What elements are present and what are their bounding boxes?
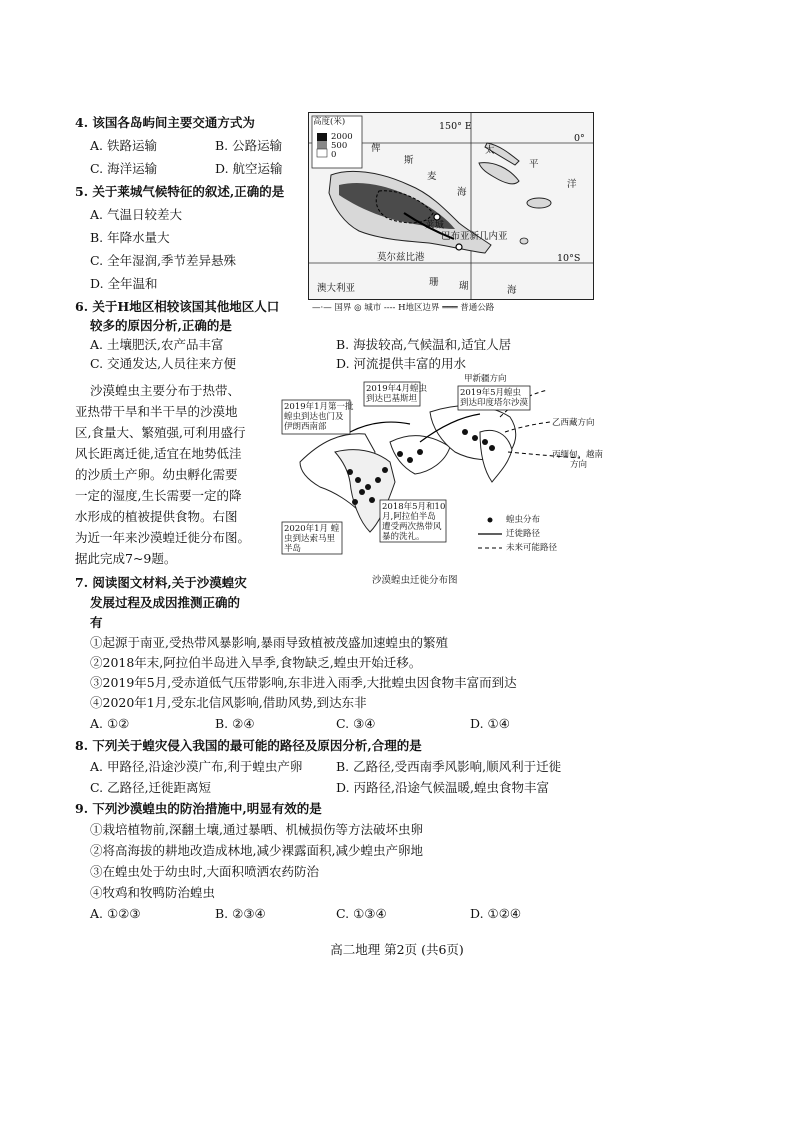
migration-path-1	[350, 422, 410, 432]
q7-statement-2: ②2018年末,阿拉伯半岛进入旱季,食物缺乏,蝗虫开始迁移。	[90, 655, 422, 670]
q9-option-a[interactable]: A. ①②③	[90, 906, 141, 921]
locust-map-caption: 沙漠蝗虫迁徙分布图	[372, 575, 458, 586]
q4-option-b[interactable]: B. 公路运输	[215, 138, 283, 153]
callout-4-line-2: 月,阿拉伯半岛	[382, 512, 436, 522]
q4-stem: 4. 该国各岛屿间主要交通方式为	[75, 115, 255, 130]
q5-stem: 5. 关于莱城气候特征的叙述,正确的是	[75, 184, 285, 199]
callout-5-line-3: 半岛	[284, 544, 302, 554]
small-island	[520, 238, 528, 244]
callout-2-line-1: 2019年4月蝗虫	[366, 384, 428, 394]
map1-legend-500: 500	[331, 141, 348, 151]
map1-legend-title: 高度(米)	[313, 117, 346, 127]
q5-option-c[interactable]: C. 全年湿润,季节差异悬殊	[90, 253, 237, 268]
q5-option-a[interactable]: A. 气温日较差大	[90, 207, 182, 222]
map1-lat-10s: 10°S	[557, 253, 581, 264]
locust-map	[280, 372, 610, 572]
map1-coral-sea-1: 珊	[429, 277, 439, 288]
q5-option-b[interactable]: B. 年降水量大	[90, 230, 170, 245]
q4-option-a[interactable]: A. 铁路运输	[90, 138, 157, 153]
q7-option-b[interactable]: B. ②④	[215, 716, 255, 731]
q6-option-d[interactable]: D. 河流提供丰富的用水	[336, 356, 467, 371]
callout-4-line-1: 2018年5月和10	[382, 502, 446, 512]
q4-option-c[interactable]: C. 海洋运输	[90, 161, 158, 176]
map1-ocean-3: 洋	[567, 179, 577, 190]
route-bing-label-1: 丙缅甸、越南	[552, 450, 604, 460]
q7-statement-1: ①起源于南亚,受热带风暴影响,暴雨导致植被茂盛加速蝗虫的繁殖	[90, 635, 448, 650]
q8-stem: 8. 下列关于蝗灾侵入我国的最可能的路径及原因分析,合理的是	[75, 738, 422, 753]
q9-statement-3: ③在蝗虫处于幼虫时,大面积喷洒农药防治	[90, 864, 319, 879]
map1-legend-0: 0	[331, 150, 337, 160]
legend-future-label: 未来可能路径	[506, 543, 558, 553]
route-bing-label-2: 方向	[570, 460, 588, 470]
q8-option-c[interactable]: C. 乙路径,迁徙距离短	[90, 780, 212, 795]
q6-option-a[interactable]: A. 土壤肥沃,农产品丰富	[90, 337, 224, 352]
page-footer: 高二地理 第2页 (共6页)	[330, 942, 464, 957]
intro-line-1: 沙漠蝗虫主要分布于热带、	[90, 383, 241, 398]
q7-statement-4: ④2020年1月,受东北信风影响,借助风势,到达东非	[90, 695, 367, 710]
map1-ocean-2: 平	[529, 159, 539, 170]
q4-option-d[interactable]: D. 航空运输	[215, 161, 283, 176]
map1-lae-label: 莱城	[425, 220, 445, 231]
callout-3-line-2: 到达印度塔尔沙漠	[460, 398, 529, 408]
callout-2-line-2: 到达巴基斯坦	[366, 394, 418, 404]
legend-dot-symbol	[488, 518, 493, 523]
q5-option-d[interactable]: D. 全年温和	[90, 276, 158, 291]
intro-line-2: 亚热带干旱和半干旱的沙漠地	[75, 404, 238, 419]
q8-option-b[interactable]: B. 乙路径,受西南季风影响,顺风利于迁徙	[336, 759, 562, 774]
map1-sea-3: 麦	[427, 171, 437, 182]
intro-line-6: 一定的湿度,生长需要一定的降	[75, 488, 242, 503]
q8-option-d[interactable]: D. 丙路径,沿途气候温暖,蝗虫食物丰富	[336, 780, 549, 795]
callout-1-line-1: 2019年1月第一批	[284, 402, 354, 412]
q8-option-a[interactable]: A. 甲路径,沿途沙漠广布,利于蝗虫产卵	[90, 759, 303, 774]
callout-4-line-4: 暴的洗礼。	[382, 532, 425, 542]
q9-option-d[interactable]: D. ①②④	[470, 906, 522, 921]
callout-3-line-1: 2019年5月蝗虫	[460, 388, 522, 398]
intro-line-8: 为近一年来沙漠蝗迁徙分布图。	[75, 530, 251, 545]
callout-5-line-1: 2020年1月 蝗	[284, 524, 340, 534]
intro-line-9: 据此完成7~9题。	[75, 551, 177, 566]
q7-option-c[interactable]: C. ③④	[336, 716, 376, 731]
map1-port-moresby-label: 莫尔兹比港	[377, 252, 425, 263]
q9-option-b[interactable]: B. ②③④	[215, 906, 266, 921]
q6-option-c[interactable]: C. 交通发达,人员往来方便	[90, 356, 237, 371]
map1-country-label: 巴布亚新几内亚	[441, 231, 508, 242]
q9-statement-1: ①栽培植物前,深翻土壤,通过暴晒、机械损伤等方法破坏虫卵	[90, 822, 423, 837]
map1-bottom-legend: —·— 国界 ◎ 城市 ---- H地区边界 ═══ 普通公路	[312, 303, 495, 313]
q7-stem-line1: 7. 阅读图文材料,关于沙漠蝗灾	[75, 575, 247, 590]
map1-lat-0: 0°	[574, 133, 585, 144]
q6-stem-line2: 较多的原因分析,正确的是	[90, 318, 232, 333]
q7-statement-3: ③2019年5月,受赤道低气压带影响,东非进入雨季,大批蝗虫因食物丰富而到达	[90, 675, 517, 690]
q6-stem-line1: 6. 关于H地区相较该国其他地区人口	[75, 299, 280, 314]
q9-statement-2: ②将高海拔的耕地改造成林地,减少裸露面积,减少蝗虫产卵地	[90, 843, 423, 858]
bougainville-island	[527, 198, 551, 208]
q7-option-d[interactable]: D. ①④	[470, 716, 510, 731]
intro-line-3: 区,食量大、繁殖强,可利用盛行	[75, 425, 246, 440]
map1-coral-sea-2: 瑚	[459, 281, 469, 292]
map1-sea-1: 俾	[371, 143, 381, 154]
callout-4-line-3: 遭受两次热带风	[382, 522, 442, 532]
map1-sea-4: 海	[457, 187, 467, 198]
map1-legend-2000: 2000	[331, 132, 353, 142]
map1-ocean-1: 太	[485, 145, 495, 156]
map1-sea-2: 斯	[404, 155, 414, 166]
route-yi-label: 乙西藏方向	[552, 418, 595, 428]
callout-1-line-2: 蝗虫到达也门及	[284, 412, 344, 422]
map1-australia-label: 澳大利亚	[317, 283, 356, 294]
route-jia-label: 甲新疆方向	[464, 374, 507, 384]
map1-coral-sea-3: 海	[507, 285, 517, 296]
q7-option-a[interactable]: A. ①②	[90, 716, 130, 731]
intro-line-7: 水形成的植被提供食物。右图	[75, 509, 238, 524]
q9-stem: 9. 下列沙漠蝗虫的防治措施中,明显有效的是	[75, 801, 322, 816]
q9-statement-4: ④牧鸡和牧鸭防治蝗虫	[90, 885, 216, 900]
callout-5-line-2: 虫到达索马里	[284, 534, 336, 544]
q9-option-c[interactable]: C. ①③④	[336, 906, 387, 921]
q6-option-b[interactable]: B. 海拔较高,气候温和,适宜人居	[336, 337, 512, 352]
legend-path-label: 迁徙路径	[506, 529, 541, 539]
legend-distribution-label: 蝗虫分布	[506, 515, 541, 525]
intro-line-4: 风长距离迁徙,适宜在地势低洼	[75, 446, 242, 461]
map1-lon-150e: 150° E	[439, 121, 472, 132]
q7-stem-line2: 发展过程及成因推测正确的	[90, 595, 241, 610]
png-map	[308, 112, 594, 300]
q7-stem-line3: 有	[90, 615, 103, 630]
callout-1-line-3: 伊朗西南部	[284, 422, 327, 432]
intro-line-5: 的沙质土产卵。幼虫孵化需要	[75, 467, 238, 482]
